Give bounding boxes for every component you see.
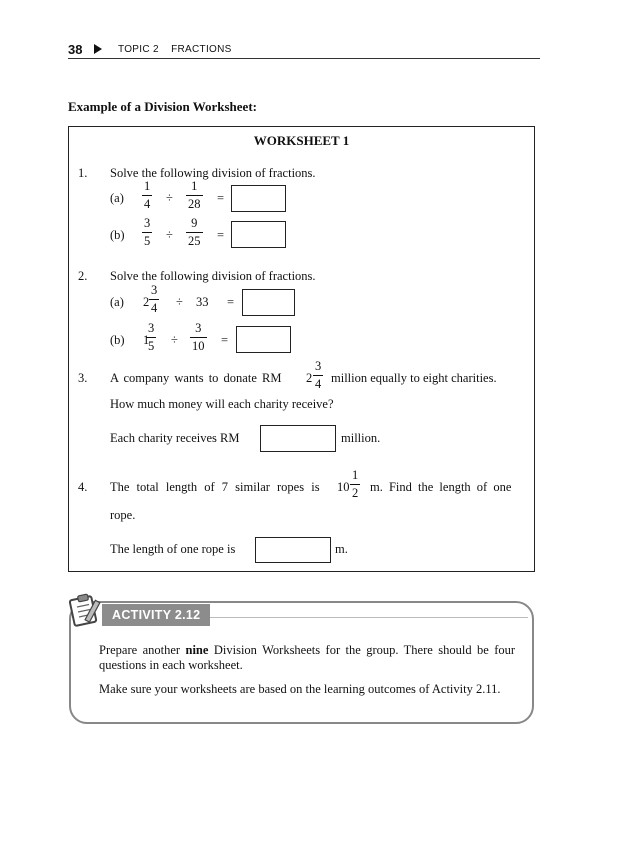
denominator: 25	[188, 234, 201, 248]
numerator: 1	[352, 468, 359, 482]
question-number: 2.	[78, 269, 88, 283]
fraction	[146, 322, 156, 353]
play-arrow-icon	[94, 44, 102, 54]
numerator: 1	[191, 179, 198, 193]
answer-prefix: Each charity receives RM	[110, 431, 240, 445]
header-rule	[68, 58, 540, 59]
numerator: 3	[315, 359, 322, 373]
subquestion-label: (b)	[110, 333, 125, 347]
subquestion-label: (a)	[110, 295, 124, 309]
denominator: 2	[352, 486, 359, 500]
fraction	[186, 180, 203, 211]
subquestion-label: (b)	[110, 228, 125, 242]
denominator: 28	[188, 197, 201, 211]
question-prompt: Solve the following division of fractions.	[110, 269, 316, 283]
numerator: 9	[191, 216, 198, 230]
question-text: m. Find the length of one	[370, 480, 512, 494]
activity-paragraph	[99, 643, 515, 673]
divide-operator: ÷	[171, 333, 178, 347]
divide-operator: ÷	[166, 191, 173, 205]
worksheet-box	[68, 126, 535, 572]
activity-header-line	[210, 617, 528, 618]
divide-operator: ÷	[166, 228, 173, 242]
question-text: A company wants to donate RM	[110, 371, 282, 385]
section-title: Example of a Division Worksheet:	[68, 99, 257, 114]
equals-sign: =	[227, 295, 235, 309]
activity-emphasis: nine	[185, 643, 209, 657]
activity-text: Prepare another	[99, 643, 181, 657]
question-text: The total length of 7 similar ropes is	[110, 480, 320, 494]
denominator: 4	[151, 301, 158, 315]
answer-box[interactable]	[236, 326, 291, 353]
numerator: 3	[148, 321, 155, 335]
numerator: 3	[151, 283, 158, 297]
worksheet-title: WORKSHEET 1	[253, 133, 350, 148]
denominator: 4	[315, 377, 322, 391]
denominator: 4	[144, 197, 151, 211]
answer-box[interactable]	[255, 537, 331, 563]
question-number: 4.	[78, 480, 88, 494]
page-number: 38	[68, 42, 83, 57]
fraction	[190, 322, 207, 353]
question-text: rope.	[110, 508, 136, 522]
divide-operator: ÷	[176, 295, 183, 309]
subquestion-label: (a)	[110, 191, 124, 205]
answer-suffix: m.	[335, 542, 348, 556]
activity-text: Division Worksheets for the group. There should be four questions in each worksheet.	[99, 643, 516, 672]
question-prompt: Solve the following division of fractions.	[110, 166, 316, 180]
clipboard-pencil-icon	[66, 590, 106, 635]
numerator: 3	[195, 321, 202, 335]
mixed-number-whole: 2	[143, 295, 150, 309]
question-number: 1.	[78, 166, 88, 180]
fraction	[186, 217, 203, 248]
equals-sign: =	[217, 191, 225, 205]
answer-box[interactable]	[231, 221, 286, 248]
numerator: 3	[144, 216, 151, 230]
question-number: 3.	[78, 371, 88, 385]
running-header-topic: TOPIC 2 FRACTIONS	[118, 44, 232, 55]
fraction	[313, 360, 323, 391]
denominator: 5	[144, 234, 151, 248]
answer-suffix: million.	[341, 431, 381, 445]
fraction	[149, 284, 159, 315]
activity-label: ACTIVITY 2.12	[102, 604, 210, 626]
mixed-number-whole: 1	[143, 333, 150, 347]
answer-prefix: The length of one rope is	[110, 542, 236, 556]
equals-sign: =	[217, 228, 225, 242]
activity-paragraph: Make sure your worksheets are based on the learning outcomes of Activity 2.11.	[99, 682, 501, 696]
fraction	[142, 180, 152, 211]
answer-box[interactable]	[242, 289, 295, 316]
divisor-value: 33	[196, 295, 209, 309]
fraction	[142, 217, 152, 248]
denominator: 10	[192, 339, 205, 353]
mixed-number-whole: 10	[337, 480, 350, 494]
question-text: million equally to eight charities.	[331, 371, 497, 385]
answer-box[interactable]	[231, 185, 286, 212]
mixed-number-whole: 2	[306, 371, 313, 385]
denominator: 5	[148, 339, 155, 353]
equals-sign: =	[221, 333, 229, 347]
fraction	[350, 469, 360, 500]
answer-box[interactable]	[260, 425, 336, 452]
numerator: 1	[144, 179, 151, 193]
question-text: How much money will each charity receive?	[110, 397, 334, 411]
